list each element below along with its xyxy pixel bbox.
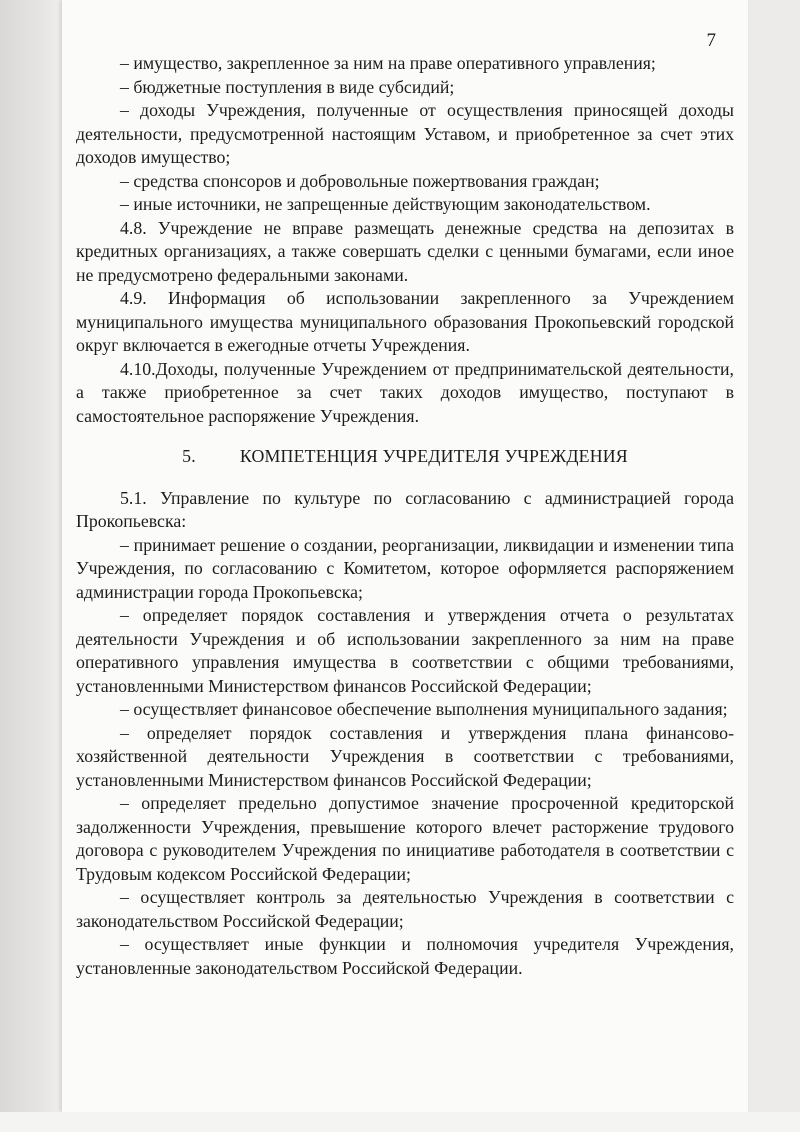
scan-bottom-strip: [0, 1112, 800, 1132]
list-item-property: – имущество, закрепленное за ним на праве оперативного управления;: [120, 53, 656, 73]
list-item-income: – доходы Учреждения, полученные от осуществления приносящей доходы деятельности, предусмотренной настоящим Уставом, и приобретенное за счет этих доходов имущество;: [76, 100, 734, 167]
list-item-budget: – бюджетные поступления в виде субсидий;: [120, 76, 455, 97]
document-page: [62, 0, 748, 1112]
list-item-financing: – осуществляет финансовое обеспечение выполнения муниципального задания;: [120, 699, 728, 719]
scan-left-shadow: [0, 0, 70, 1132]
page-number: 7: [706, 30, 716, 51]
list-item-reorganization: – принимает решение о создании, реорганизации, ликвидации и изменении типа Учреждения, по согласованию с Комитетом, которое оформляется распоряжением администрации города Прокопьевска;: [76, 534, 734, 602]
section-title: КОМПЕТЕНЦИЯ УЧРЕДИТЕЛЯ УЧРЕЖДЕНИЯ: [239, 446, 628, 466]
list-item-debt-limit: – определяет предельно допустимое значение просроченной кредиторской задолженности Учреждения, превышение которого влечет расторжение трудового договора с руководителем Учреждения по инициативе работодателя в соответствии с Трудовым кодексом Российской Федерации;: [76, 793, 734, 884]
list-item-fin-plan: – определяет порядок составления и утверждения плана финансово-хозяйственной деятельности Учреждения в соответствии с требованиями, установленными Министерством финансов Российской Федерации;: [76, 722, 734, 790]
section-number: 5.: [182, 446, 196, 466]
list-item-other-functions: – осуществляет иные функции и полномочия учредителя Учреждения, установленные законодательством Российской Федерации.: [76, 934, 734, 978]
clause-5-1: 5.1. Управление по культуре по согласованию с администрацией города Прокопьевска:: [76, 487, 734, 531]
list-item-control: – осуществляет контроль за деятельностью Учреждения в соответствии с законодательством Российской Федерации;: [76, 887, 734, 931]
clause-4-10: 4.10.Доходы, полученные Учреждением от предпринимательской деятельности, а также приобретенное за счет таких доходов имущество, поступают в самостоятельное распоряжение Учреждения.: [76, 358, 734, 426]
list-item-sponsors: – средства спонсоров и добровольные пожертвования граждан;: [120, 170, 600, 191]
section-heading: [76, 445, 734, 469]
list-item-other-sources: – иные источники, не запрещенные действующим законодательством.: [120, 194, 651, 214]
clause-4-8: 4.8. Учреждение не вправе размещать денежные средства на депозитах в кредитных организациях, а также совершать сделки с ценными бумагами, если иное не предусмотрено федеральными законами.: [76, 217, 734, 285]
list-item-report-order: – определяет порядок составления и утверждения отчета о результатах деятельности Учреждения и об использовании закрепленного за ним на праве оперативного управления имущества в соответствии с общими требованиями, установленными Министерством финансов Российской Федерации;: [76, 605, 734, 696]
clause-4-9: 4.9. Информация об использовании закрепленного за Учреждением муниципального имущества муниципального образования Прокопьевский городской округ включается в ежегодные отчеты Учреждения.: [76, 288, 734, 355]
document-body: [76, 52, 734, 980]
